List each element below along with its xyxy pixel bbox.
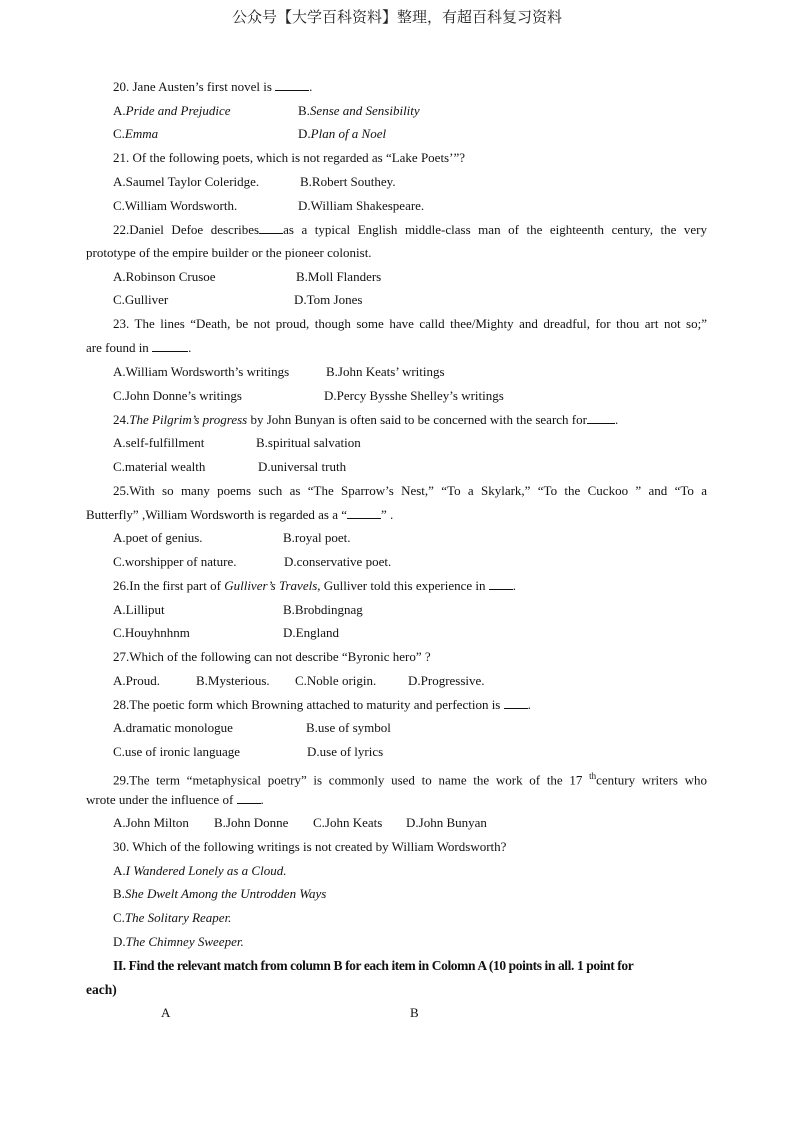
question-23-continued: are found in . [86,340,192,355]
option-b: B.Robert Southey. [300,174,396,189]
option-c: C.William Wordsworth. [113,198,238,213]
question-stem: 20. Jane Austen’s first novel is [113,79,272,94]
option-d: D.use of lyrics [307,744,384,759]
option-d: D.Progressive. [408,673,485,688]
column-b-header: B [410,1005,419,1020]
question-25: 25.With so many poems such as “The Sparrow’s Nest,” “To a Skylark,” “To the Cuckoo ” and “To a [113,483,707,498]
option-a: A.William Wordsworth’s writings [113,364,290,379]
question-27: 27.Which of the following can not describe “Byronic hero” ? [113,649,431,664]
question-24: 24.The Pilgrim’s progress by John Bunyan is often said to be concerned with the search for . [113,412,619,427]
option-d: D.John Bunyan [406,815,487,830]
option-b: B.royal poet. [283,530,351,545]
option-c: C.Emma [113,126,159,141]
option-c: C.worshipper of nature. [113,554,237,569]
option-a: A.Robinson Crusoe [113,269,216,284]
option-c: C.Noble origin. [295,673,377,688]
answer-blank [489,578,513,590]
question-22-continued: prototype of the empire builder or the pioneer colonist. [86,245,372,260]
option-d: D.William Shakespeare. [298,198,425,213]
option-b: B.Sense and Sensibility [298,103,420,118]
option-c: C.The Solitary Reaper. [113,910,232,925]
option-c: C.John Keats [313,815,383,830]
option-b: B.John Keats’ writings [326,364,445,379]
option-b: B.John Donne [214,815,289,830]
column-a-header: A [161,1005,171,1020]
question-28: 28.The poetic form which Browning attached to maturity and perfection is . [113,697,531,712]
option-a: A.John Milton [113,815,189,830]
option-d: D.Percy Bysshe Shelley’s writings [324,388,504,403]
option-b: B.Brobdingnag [283,602,363,617]
option-a: A.poet of genius. [113,530,203,545]
question-29: 29.The term “metaphysical poetry” is commonly used to name the work of the 17 $^{th}$century writers who [113,771,707,788]
option-a: A.Proud. [113,673,160,688]
option-a: A.Pride and Prejudice [113,103,231,118]
option-b: B.spiritual salvation [256,435,361,450]
question-25-continued: Butterfly” ,William Wordsworth is regarded as a “ ” . [86,507,394,522]
question-26: 26.In the first part of Gulliver’s Travels, Gulliver told this experience in . [113,578,516,593]
option-c: C.material wealth [113,459,206,474]
question-29-continued: wrote under the influence of . [86,792,264,807]
answer-blank [237,792,261,804]
option-a: A.Saumel Taylor Coleridge. [113,174,260,189]
option-c: C.use of ironic language [113,744,241,759]
question-23: 23. The lines “Death, be not proud, though some have calld thee/Mighty and dreadful, for thou art not so;” [113,316,707,331]
option-b: B.use of symbol [306,720,391,735]
option-d: D.Plan of a Noel [298,126,387,141]
section-heading-continued: each) [86,982,117,997]
option-a: A.I Wandered Lonely as a Cloud. [113,863,287,878]
option-c: C.Gulliver [113,292,169,307]
answer-blank [347,507,381,519]
option-d: D.Tom Jones [294,292,363,307]
question-21: 21. Of the following poets, which is not regarded as “Lake Poets’”? [113,150,465,165]
option-b: B.She Dwelt Among the Untrodden Ways [113,886,327,901]
answer-blank [259,222,283,234]
option-d: D.England [283,625,339,640]
page-header-banner: 公众号【大学百科资料】整理，有超百科复习资料 [231,8,562,26]
answer-blank [504,697,528,709]
option-b: B.Moll Flanders [296,269,382,284]
answer-blank [275,79,309,91]
question-22: 22.Daniel Defoe describes as a typical English middle-class man of the eighteenth century, the very [113,222,708,237]
answer-blank [152,340,188,352]
option-a: A.dramatic monologue [113,720,233,735]
option-d: D.universal truth [258,459,347,474]
answer-blank [587,412,615,424]
option-c: C.John Donne’s writings [113,388,242,403]
option-c: C.Houyhnhnm [113,625,190,640]
option-a: A.self-fulfillment [113,435,205,450]
option-b: B.Mysterious. [196,673,270,688]
option-d: D.The Chimney Sweeper. [113,934,244,949]
option-d: D.conservative poet. [284,554,392,569]
option-a: A.Lilliput [113,602,165,617]
question-30: 30. Which of the following writings is not created by William Wordsworth? [113,839,507,854]
section-heading: II. Find the relevant match from column B for each item in Colomn A (10 points in all. 1 point for [113,958,634,973]
question-20: 20. Jane Austen’s first novel is . [113,79,313,94]
